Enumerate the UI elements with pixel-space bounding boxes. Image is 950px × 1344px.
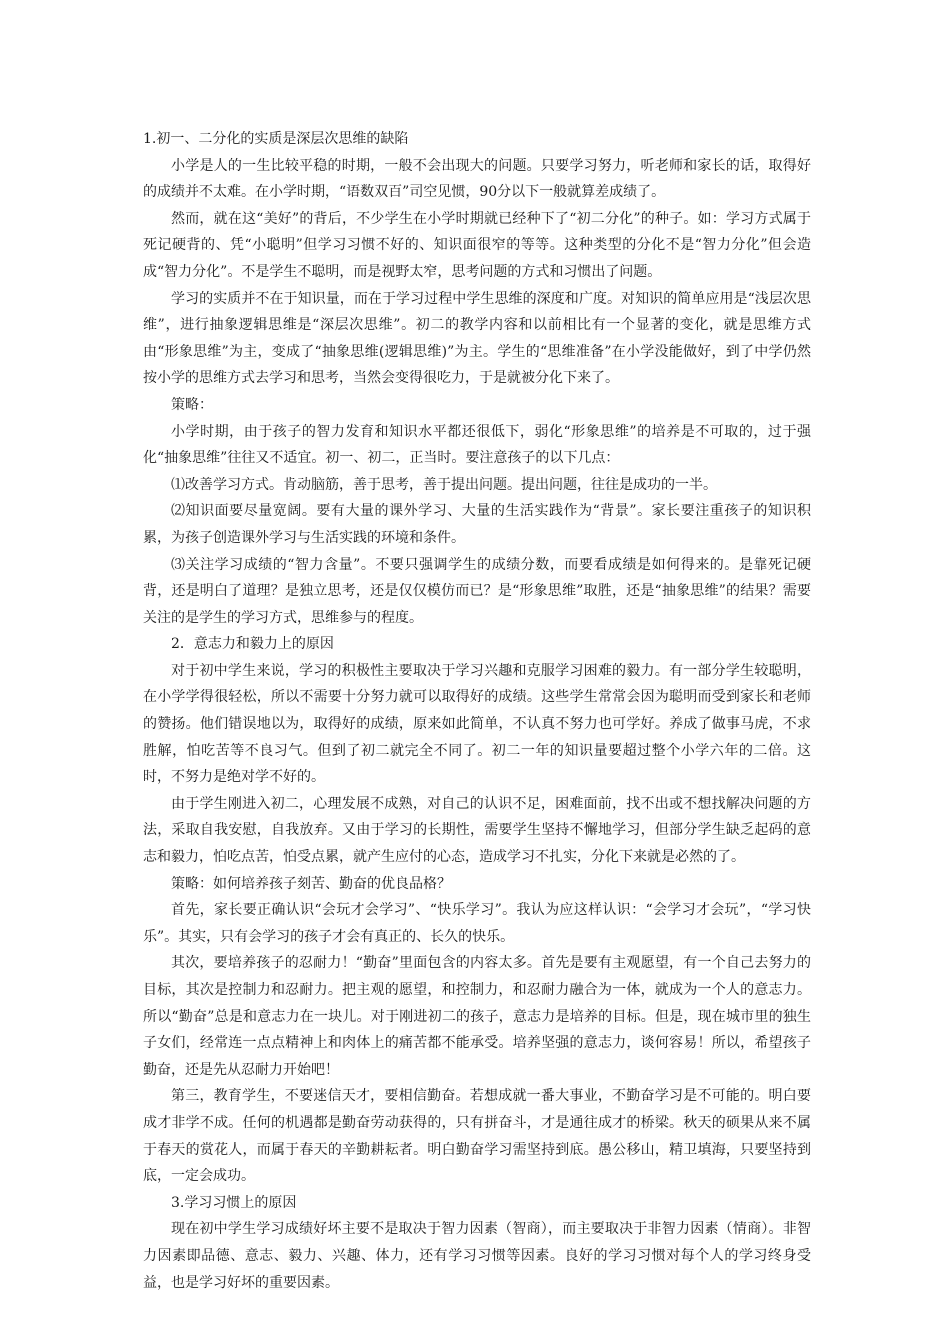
paragraph: 3.学习习惯上的原因 (171, 1194, 297, 1211)
paragraph: 首先，家长要正确认识“会玩才会学习”、“快乐学习”。我认为应这样认识：“会学习才会玩”，“学习快乐”。其实，只有会学习的孩子才会有真正的、长久的快乐。 (143, 902, 811, 945)
paragraph: 小学时期，由于孩子的智力发育和知识水平都还很低下，弱化“形象思维”的培养是不可取的，过于强化“抽象思维”往往又不适宜。初一、初二，正当时。要注意孩子的以下几点： (143, 423, 811, 467)
paragraph: 小学是人的一生比较平稳的时期，一般不会出现大的问题。只要学习努力，听老师和家长的话，取得好的成绩并不太难。在小学时期，“语数双百”司空见惯，90分以下一般就算差成绩了。 (143, 157, 811, 201)
paragraph: 由于学生刚进入初二，心理发展不成熟，对自己的认识不足，困难面前，找不出或不想找解决问题的方法，采取自我安慰，自我放弃。又由于学习的长期性，需要学生坚持不懈地学习，但部分学生缺乏起码的意志和毅力，怕吃点苦，怕受点累，就产生应付的心态，造成学习不扎实，分化下来就是必然的了。 (143, 795, 811, 866)
paragraph: 其次，要培养孩子的忍耐力！“勤奋”里面包含的内容太多。首先是要有主观愿望，有一个自己去努力的目标，其次是控制力和忍耐力。把主观的愿望，和控制力，和忍耐力融合为一体，就成为一个人的意志力。所以“勤奋”总是和意志力在一块儿。对于刚进初二的孩子，意志力是培养的目标。但是，现在城市里的独生子女们，经常连一点点精神上和肉体上的痛苦都不能承受。培养坚强的意志力，谈何容易！所以，希望孩子勤奋，还是先从忍耐力开始吧！ (143, 955, 811, 1078)
paragraph: 策略： (171, 396, 213, 413)
paragraph: 2．意志力和毅力上的原因 (171, 636, 334, 653)
paragraph: 对于初中学生来说，学习的积极性主要取决于学习兴趣和克服学习困难的毅力。有一部分学生较聪明，在小学学得很轻松，所以不需要十分努力就可以取得好的成绩。这些学生常常会因为聪明而受到家长和老师的赞扬。他们错误地以为，取得好的成绩，原来如此简单，不认真不努力也可学好。养成了做事马虎，不求胜解，怕吃苦等不良习气。但到了初二就完全不同了。初二一年的知识量要超过整个小学六年的二倍。这时，不努力是绝对学不好的。 (143, 662, 811, 786)
paragraph: 策略：如何培养孩子刻苦、勤奋的优良品格？ (171, 875, 451, 892)
paragraph: 第三，教育学生，不要迷信天才，要相信勤奋。若想成就一番大事业，不勤奋学习是不可能的。明白要成才非学不成。任何的机遇都是勤奋劳动获得的，只有拼奋斗，才是通往成才的桥梁。秋天的硕果从来不属于春天的赏花人，而属于春天的辛勤耕耘者。明白勤奋学习需坚持到底。愚公移山，精卫填海，只要坚持到底，一定会成功。 (143, 1088, 811, 1185)
section-heading: 1.初一、二分化的实质是深层次思维的缺陷 (143, 131, 409, 147)
paragraph: ⑶关注学习成绩的“智力含量”。不要只强调学生的成绩分数，而要看成绩是如何得来的。是靠死记硬背，还是明白了道理？是独立思考，还是仅仅模仿而已？是“形象思维”取胜，还是“抽象思维”的结果？需要关注的是学生的学习方式，思维参与的程度。 (143, 556, 811, 626)
paragraph: 学习的实质并不在于知识量，而在于学习过程中学生思维的深度和广度。对知识的简单应用是“浅层次思维”，进行抽象逻辑思维是“深层次思维”。初二的教学内容和以前相比有一个显著的变化，就是思维方式由“形象思维”为主，变成了“抽象思维(逻辑思维)”为主。学生的“思维准备”在小学没能做好，到了中学仍然按小学的思维方式去学习和思考，当然会变得很吃力，于是就被分化下来了。 (143, 290, 811, 387)
document-body (143, 126, 811, 1296)
paragraph: 现在初中学生学习成绩好坏主要不是取决于智力因素（智商），而主要取决于非智力因素（情商）。非智力因素即品德、意志、毅力、兴趣、体力，还有学习习惯等因素。良好的学习习惯对每个人的学习终身受益，也是学习好坏的重要因素。 (143, 1221, 811, 1291)
paragraph: ⑴改善学习方式。肯动脑筋，善于思考，善于提出问题。提出问题，往往是成功的一半。 (171, 476, 717, 493)
paragraph: 然而，就在这“美好”的背后，不少学生在小学时期就已经种下了“初二分化”的种子。如：学习方式属于死记硬背的、凭“小聪明”但学习习惯不好的、知识面很窄的等等。这种类型的分化不是“智力分化”但会造成“智力分化”。不是学生不聪明，而是视野太窄，思考问题的方式和习惯出了问题。 (143, 210, 811, 280)
paragraph: ⑵知识面要尽量宽阔。要有大量的课外学习、大量的生活实践作为“背景”。家长要注重孩子的知识积累，为孩子创造课外学习与生活实践的环境和条件。 (143, 503, 811, 546)
